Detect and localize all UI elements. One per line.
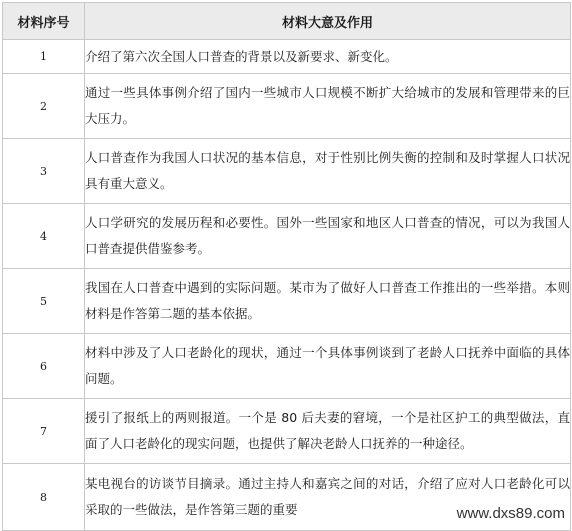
row-number: 7 [3,399,85,464]
table-row [3,40,571,74]
row-description: 人口普查作为我国人口状况的基本信息，对于性别比例失衡的控制和及时掌握人口状况具有重大意义。 [85,139,571,204]
table-row [3,139,571,204]
table-row [3,334,571,399]
row-number: 1 [3,40,85,74]
header-row [3,3,571,40]
row-number: 4 [3,204,85,269]
row-description: 人口学研究的发展历程和必要性。国外一些国家和地区人口普查的情况，可以为我国人口普查提供借鉴参考。 [85,204,571,269]
row-number: 5 [3,269,85,334]
row-number: 2 [3,74,85,139]
materials-table [2,2,571,531]
row-description: 我国在人口普查中遇到的实际问题。某市为了做好人口普查工作推出的一些举措。本则材料是作答第二题的基本依据。 [85,269,571,334]
row-number: 6 [3,334,85,399]
row-number: 8 [3,464,85,531]
table-row [3,399,571,464]
header-description: 材料大意及作用 [85,3,571,40]
row-description: 通过一些具体事例介绍了国内一些城市人口规模不断扩大给城市的发展和管理带来的巨大压力。 [85,74,571,139]
row-description: 援引了报纸上的两则报道。一个是 80 后夫妻的窘境，一个是社区护工的典型做法，直面了人口老龄化的现实问题，也提供了解决老龄人口抚养的一种途径。 [85,399,571,464]
table-row [3,204,571,269]
table-row [3,269,571,334]
row-description: 介绍了第六次全国人口普查的背景以及新要求、新变化。 [85,40,571,74]
watermark: www.dxs89.com [451,505,568,523]
row-description: 某电视台的访谈节目摘录。通过主持人和嘉宾之间的对话，介绍了应对人口老龄化可以采取的一些做法，是作答第三题的重要 [85,464,571,531]
table-row [3,74,571,139]
header-number: 材料序号 [3,3,85,40]
row-number: 3 [3,139,85,204]
row-description: 材料中涉及了人口老龄化的现状，通过一个具体事例谈到了老龄人口抚养中面临的具体问题。 [85,334,571,399]
